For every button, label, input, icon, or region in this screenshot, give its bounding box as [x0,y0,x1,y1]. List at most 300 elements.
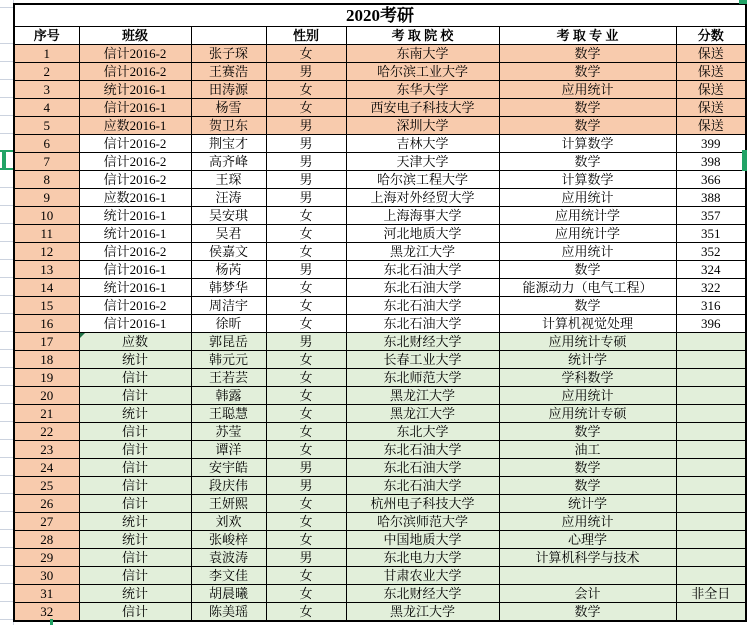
table-row [14,369,746,387]
grid-line [0,43,13,44]
cell-school[interactable]: 东北师范大学 [346,369,499,387]
cell-gender[interactable]: 男 [266,549,346,567]
cell-name[interactable]: 高齐峰 [191,153,266,171]
table-row [14,441,746,459]
cell-school[interactable]: 深圳大学 [346,117,499,135]
cell-score[interactable] [676,423,746,441]
cell-name[interactable]: 杨雪 [191,99,266,117]
cell-gender[interactable]: 女 [266,585,346,603]
cell-no[interactable]: 5 [14,117,79,135]
cell-name[interactable]: 王若芸 [191,369,266,387]
table-row [14,243,746,261]
cell-school[interactable]: 东北大学 [346,423,499,441]
cell-name[interactable]: 郭昆岳 [191,333,266,351]
cell-score[interactable]: 316 [676,297,746,315]
table-row [14,459,746,477]
cell-class[interactable]: 统计 [79,513,191,531]
cell-gender[interactable]: 男 [266,477,346,495]
cell-major[interactable]: 会计 [499,585,676,603]
cell-name[interactable]: 徐昕 [191,315,266,333]
cell-major[interactable]: 计算机视觉处理 [499,315,676,333]
cell-no[interactable]: 4 [14,99,79,117]
cell-score[interactable]: 351 [676,225,746,243]
table-row [14,423,746,441]
grid-line [0,133,13,134]
cell-school[interactable]: 东北石油大学 [346,297,499,315]
row-selection-bottom-border [0,168,13,170]
cell-score[interactable]: 398 [676,153,746,171]
cell-name[interactable]: 李文佳 [191,567,266,585]
cell-gender[interactable]: 男 [266,189,346,207]
table-row [14,279,746,297]
cell-gender[interactable]: 男 [266,333,346,351]
cell-gender[interactable]: 女 [266,81,346,99]
cell-school[interactable]: 东北财经大学 [346,333,499,351]
cell-class[interactable]: 统计2016-1 [79,225,191,243]
cell-major[interactable]: 数学 [499,423,676,441]
cell-class[interactable]: 统计2016-1 [79,81,191,99]
cell-major[interactable]: 数学 [499,99,676,117]
grid-line [0,565,13,566]
cell-school[interactable]: 黑龙江大学 [346,387,499,405]
cell-major[interactable]: 应用统计专硕 [499,405,676,423]
cell-class[interactable]: 信计 [79,603,191,622]
cell-score[interactable] [676,567,746,585]
cell-gender[interactable]: 女 [266,99,346,117]
cell-score[interactable] [676,549,746,567]
cell-score[interactable] [676,369,746,387]
cell-no[interactable]: 16 [14,315,79,333]
cell-major[interactable]: 统计学 [499,495,676,513]
cell-major[interactable]: 数学 [499,45,676,63]
grid-line [0,421,13,422]
table-row [14,603,746,622]
cell-school[interactable]: 西安电子科技大学 [346,99,499,117]
cell-score[interactable] [676,351,746,369]
grid-line [0,619,13,620]
cell-gender[interactable]: 女 [266,243,346,261]
grid-line [0,439,13,440]
cell-major[interactable]: 数学 [499,261,676,279]
cell-major[interactable]: 数学 [499,297,676,315]
cell-score[interactable]: 388 [676,189,746,207]
cell-school[interactable]: 东北石油大学 [346,441,499,459]
cell-no[interactable]: 7 [14,153,79,171]
table-row [14,261,746,279]
cell-no[interactable]: 24 [14,459,79,477]
grid-line [0,313,13,314]
cell-major[interactable] [499,567,676,585]
cell-class[interactable]: 应数2016-1 [79,189,191,207]
cell-no[interactable]: 10 [14,207,79,225]
row-selection-right-handle[interactable] [742,150,747,171]
cell-major[interactable]: 心理学 [499,531,676,549]
grid-line [0,61,13,62]
cell-class[interactable]: 信计2016-1 [79,315,191,333]
cell-gender[interactable]: 女 [266,297,346,315]
cell-major[interactable]: 计算数学 [499,135,676,153]
selection-corner-mark [739,0,747,4]
table-row [14,81,746,99]
cell-class[interactable]: 信计2016-2 [79,45,191,63]
cell-major[interactable]: 数学 [499,63,676,81]
cell-score[interactable]: 保送 [676,81,746,99]
cell-no[interactable]: 30 [14,567,79,585]
cell-name[interactable]: 周洁宇 [191,297,266,315]
cell-no[interactable]: 27 [14,513,79,531]
table-row [14,117,746,135]
cell-major[interactable]: 学科数学 [499,369,676,387]
cell-name[interactable]: 张子琛 [191,45,266,63]
grid-line [0,7,13,8]
cell-school[interactable]: 东北石油大学 [346,459,499,477]
cell-no[interactable]: 19 [14,369,79,387]
cell-school[interactable]: 杭州电子科技大学 [346,495,499,513]
table-row [14,297,746,315]
grid-line [0,367,13,368]
cell-school[interactable]: 天津大学 [346,153,499,171]
cell-gender[interactable]: 女 [266,441,346,459]
cell-gender[interactable]: 女 [266,279,346,297]
cell-major[interactable]: 应用统计专硕 [499,333,676,351]
table-row [14,405,746,423]
table-row [14,45,746,63]
header-school[interactable]: 考 取 院 校 [346,27,499,45]
cell-name[interactable]: 王妍熙 [191,495,266,513]
grid-line [0,97,13,98]
cell-no[interactable]: 32 [14,603,79,622]
cell-gender[interactable]: 女 [266,387,346,405]
cell-gender[interactable]: 女 [266,315,346,333]
table-row [14,171,746,189]
grid-line [0,79,13,80]
cell-school[interactable]: 东华大学 [346,81,499,99]
cell-class[interactable]: 信计 [79,387,191,405]
cell-score[interactable] [676,405,746,423]
cell-gender[interactable]: 女 [266,567,346,585]
cell-score[interactable] [676,333,746,351]
cell-no[interactable]: 20 [14,387,79,405]
grid-line [0,529,13,530]
grid-line [0,583,13,584]
cell-school[interactable]: 黑龙江大学 [346,603,499,622]
table-row [14,387,746,405]
cell-school[interactable]: 黑龙江大学 [346,405,499,423]
cell-no[interactable]: 25 [14,477,79,495]
table-row [14,189,746,207]
cell-no[interactable]: 29 [14,549,79,567]
cell-score[interactable]: 399 [676,135,746,153]
cell-class[interactable]: 统计 [79,405,191,423]
table-row [14,99,746,117]
cell-score[interactable]: 366 [676,171,746,189]
table-row [14,531,746,549]
cell-school[interactable]: 上海对外经贸大学 [346,189,499,207]
cell-no[interactable]: 3 [14,81,79,99]
cell-class[interactable]: 统计2016-1 [79,279,191,297]
cell-score[interactable]: 保送 [676,117,746,135]
cell-major[interactable]: 应用统计 [499,243,676,261]
cell-score[interactable] [676,513,746,531]
cell-major[interactable]: 应用统计学 [499,207,676,225]
cell-score[interactable] [676,603,746,622]
grid-line [0,187,13,188]
cell-score[interactable]: 352 [676,243,746,261]
cell-no[interactable]: 2 [14,63,79,81]
cell-gender[interactable]: 女 [266,405,346,423]
cell-name[interactable]: 汪涛 [191,189,266,207]
cell-school[interactable]: 上海海事大学 [346,207,499,225]
cell-class[interactable]: 信计2016-1 [79,261,191,279]
cell-major[interactable]: 应用统计 [499,513,676,531]
header-row [14,27,746,45]
cell-class[interactable]: 信计 [79,459,191,477]
cell-no[interactable]: 8 [14,171,79,189]
cell-gender[interactable]: 女 [266,207,346,225]
row-selection-top-border [0,150,13,152]
grid-line [0,295,13,296]
cell-name[interactable]: 王聪慧 [191,405,266,423]
cell-name[interactable]: 侯嘉文 [191,243,266,261]
cell-score[interactable] [676,495,746,513]
cell-gender[interactable]: 男 [266,153,346,171]
cell-class[interactable]: 信计2016-2 [79,63,191,81]
cell-school[interactable]: 黑龙江大学 [346,243,499,261]
grid-line [0,511,13,512]
cell-school[interactable]: 甘肃农业大学 [346,567,499,585]
cell-school[interactable]: 东南大学 [346,45,499,63]
cell-score[interactable] [676,531,746,549]
cell-gender[interactable]: 女 [266,513,346,531]
cell-major[interactable]: 计算数学 [499,171,676,189]
cell-name[interactable]: 吴君 [191,225,266,243]
cell-no[interactable]: 14 [14,279,79,297]
cell-major[interactable]: 应用统计 [499,81,676,99]
grid-line [0,475,13,476]
cell-no[interactable]: 17 [14,333,79,351]
results-table [13,3,747,622]
cell-major[interactable]: 计算机科学与技术 [499,549,676,567]
cell-major[interactable]: 数学 [499,459,676,477]
cell-name[interactable]: 安宇皓 [191,459,266,477]
cell-gender[interactable]: 女 [266,369,346,387]
cell-class[interactable]: 信计2016-2 [79,171,191,189]
table-row [14,513,746,531]
cell-gender[interactable]: 男 [266,459,346,477]
table-row [14,63,746,81]
cell-school[interactable]: 哈尔滨师范大学 [346,513,499,531]
cell-school[interactable]: 吉林大学 [346,135,499,153]
grid-line [0,259,13,260]
grid-line [0,205,13,206]
cell-class[interactable]: 统计 [79,585,191,603]
grid-line [0,115,13,116]
cell-major[interactable]: 应用统计 [499,189,676,207]
cell-name[interactable]: 张峻梓 [191,531,266,549]
cell-class[interactable]: 应数 [79,333,191,351]
cell-school[interactable]: 哈尔滨工业大学 [346,63,499,81]
cell-gender[interactable]: 女 [266,351,346,369]
cell-name[interactable]: 王赛浩 [191,63,266,81]
cell-name[interactable]: 陈美瑶 [191,603,266,622]
cell-score[interactable]: 保送 [676,63,746,81]
cell-class[interactable]: 信计2016-2 [79,135,191,153]
cell-score[interactable]: 396 [676,315,746,333]
cell-major[interactable]: 数学 [499,477,676,495]
cell-gender[interactable]: 男 [266,135,346,153]
cell-score[interactable]: 357 [676,207,746,225]
cell-name[interactable]: 吴安琪 [191,207,266,225]
cell-class[interactable]: 信计2016-2 [79,297,191,315]
cell-gender[interactable]: 男 [266,171,346,189]
grid-line [0,331,13,332]
table-row [14,207,746,225]
cell-school[interactable]: 东北电力大学 [346,549,499,567]
cell-gender[interactable]: 男 [266,261,346,279]
cell-no[interactable]: 12 [14,243,79,261]
grid-line [0,241,13,242]
cell-name[interactable]: 胡晨曦 [191,585,266,603]
cell-school[interactable]: 哈尔滨工程大学 [346,171,499,189]
cell-no[interactable]: 9 [14,189,79,207]
cell-score[interactable]: 保送 [676,99,746,117]
cell-name[interactable]: 段庆伟 [191,477,266,495]
cell-class[interactable]: 信计 [79,441,191,459]
grid-line [0,493,13,494]
cell-school[interactable]: 东北财经大学 [346,585,499,603]
left-strip [0,0,13,625]
cell-class[interactable]: 统计 [79,531,191,549]
cell-score[interactable] [676,459,746,477]
header-name[interactable] [191,27,266,45]
cell-score[interactable]: 322 [676,279,746,297]
cell-major[interactable]: 应用统计学 [499,225,676,243]
cell-major[interactable]: 油工 [499,441,676,459]
table-row [14,495,746,513]
cell-no[interactable]: 1 [14,45,79,63]
cell-name[interactable]: 刘欢 [191,513,266,531]
cell-class[interactable]: 信计 [79,477,191,495]
cell-no[interactable]: 23 [14,441,79,459]
cell-name[interactable]: 韩露 [191,387,266,405]
cell-class[interactable]: 信计 [79,495,191,513]
cell-name[interactable]: 田涛源 [191,81,266,99]
cell-name[interactable]: 苏莹 [191,423,266,441]
cell-class[interactable]: 信计2016-1 [79,99,191,117]
cell-name[interactable]: 杨芮 [191,261,266,279]
cell-name[interactable]: 贺卫东 [191,117,266,135]
grid-line [0,385,13,386]
header-score[interactable]: 分数 [676,27,746,45]
cell-score[interactable]: 保送 [676,45,746,63]
cell-no[interactable]: 26 [14,495,79,513]
cell-class[interactable]: 信计 [79,369,191,387]
cell-class[interactable]: 信计 [79,549,191,567]
cell-class[interactable]: 信计 [79,567,191,585]
cell-major[interactable]: 能源动力（电气工程） [499,279,676,297]
cell-school[interactable]: 河北地质大学 [346,225,499,243]
cell-no[interactable]: 13 [14,261,79,279]
table-row [14,477,746,495]
fill-handle-mark[interactable] [50,619,53,625]
table-row [14,225,746,243]
cell-class[interactable]: 信计2016-2 [79,243,191,261]
cell-name[interactable]: 王琛 [191,171,266,189]
cell-school[interactable]: 中国地质大学 [346,531,499,549]
table-row [14,585,746,603]
cell-no[interactable]: 15 [14,297,79,315]
cell-gender[interactable]: 女 [266,225,346,243]
cell-class[interactable]: 统计 [79,351,191,369]
header-major[interactable]: 考 取 专 业 [499,27,676,45]
cell-name[interactable]: 袁波涛 [191,549,266,567]
cell-major[interactable]: 应用统计 [499,387,676,405]
table-row [14,549,746,567]
cell-gender[interactable]: 女 [266,603,346,622]
grid-line [0,457,13,458]
grid-line [0,601,13,602]
table-row [14,333,746,351]
cell-gender[interactable]: 女 [266,495,346,513]
cell-gender[interactable]: 男 [266,63,346,81]
cell-score[interactable] [676,441,746,459]
cell-score[interactable] [676,477,746,495]
cell-no[interactable]: 18 [14,351,79,369]
cell-name[interactable]: 谭洋 [191,441,266,459]
cell-no[interactable]: 11 [14,225,79,243]
cell-gender[interactable]: 女 [266,531,346,549]
header-no[interactable]: 序号 [14,27,79,45]
grid-line [0,223,13,224]
cell-school[interactable]: 东北石油大学 [346,261,499,279]
cell-no[interactable]: 21 [14,405,79,423]
cell-no[interactable]: 31 [14,585,79,603]
cell-gender[interactable]: 女 [266,423,346,441]
grid-line [0,547,13,548]
cell-school[interactable]: 东北石油大学 [346,315,499,333]
cell-school[interactable]: 长春工业大学 [346,351,499,369]
cell-no[interactable]: 6 [14,135,79,153]
grid-line [0,349,13,350]
cell-no[interactable]: 28 [14,531,79,549]
table-row [14,135,746,153]
cell-class[interactable]: 信计 [79,423,191,441]
cell-score[interactable] [676,387,746,405]
cell-no[interactable]: 22 [14,423,79,441]
cell-class[interactable]: 应数2016-1 [79,117,191,135]
cell-major[interactable]: 数学 [499,117,676,135]
cell-major[interactable]: 统计学 [499,351,676,369]
cell-class[interactable]: 信计2016-2 [79,153,191,171]
cell-major[interactable]: 数学 [499,153,676,171]
cell-score[interactable]: 非全日 [676,585,746,603]
cell-name[interactable]: 韩梦华 [191,279,266,297]
cell-score[interactable]: 324 [676,261,746,279]
cell-school[interactable]: 东北石油大学 [346,477,499,495]
cell-school[interactable]: 东北石油大学 [346,279,499,297]
cell-name[interactable]: 荆宝才 [191,135,266,153]
cell-major[interactable]: 数学 [499,603,676,622]
cell-class[interactable]: 统计2016-1 [79,207,191,225]
sheet-title-cell[interactable]: 2020考研 [14,4,746,27]
table-row [14,567,746,585]
header-gender[interactable]: 性别 [266,27,346,45]
header-class[interactable]: 班级 [79,27,191,45]
cell-gender[interactable]: 女 [266,45,346,63]
cell-name[interactable]: 韩元元 [191,351,266,369]
table-row [14,315,746,333]
cell-gender[interactable]: 男 [266,117,346,135]
